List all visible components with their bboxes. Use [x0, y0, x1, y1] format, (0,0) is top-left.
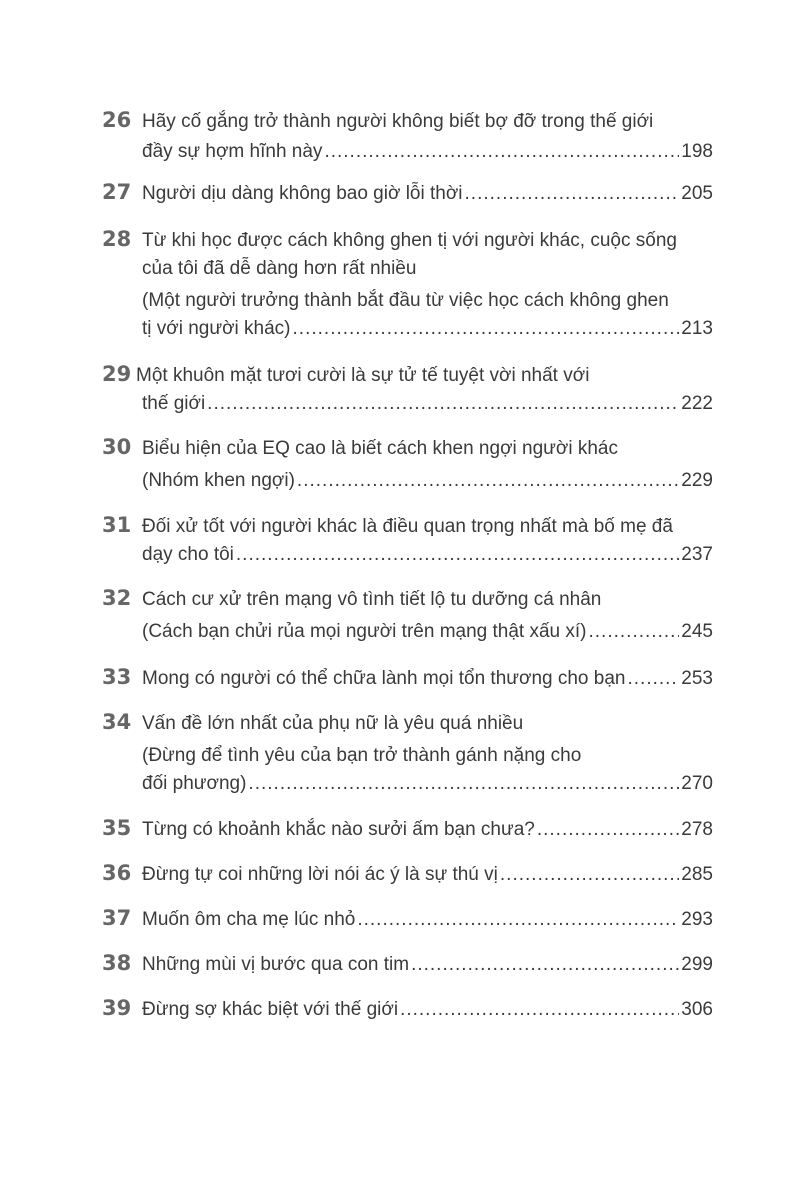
dot-leader: [207, 392, 679, 416]
dot-leader: [248, 772, 679, 796]
page-number: 293: [681, 909, 713, 930]
chapter-number: 31: [102, 513, 132, 537]
dot-leader: [293, 317, 680, 341]
chapter-title-line: của tôi đã dễ dàng hơn rất nhiều: [142, 258, 417, 279]
chapter-subtitle-line: tị với người khác) ..... 213: [142, 317, 713, 341]
chapter-subtitle-line: (Cách bạn chửi rủa mọi người trên mạng thật xấu xí) ..... 245: [142, 620, 713, 644]
chapter-subtitle-line: (Đừng để tình yêu của bạn trở thành gánh nặng cho: [142, 745, 582, 766]
chapter-title-line: Đối xử tốt với người khác là điều quan trọng nhất mà bố mẹ đã: [142, 516, 673, 537]
page-number: 306: [681, 999, 713, 1020]
chapter-number: 36: [102, 861, 132, 885]
dot-leader: [589, 620, 680, 644]
chapter-number: 32: [102, 586, 132, 610]
page-number: 245: [681, 621, 713, 642]
chapter-number: 37: [102, 906, 132, 930]
chapter-number: 28: [102, 227, 132, 251]
chapter-number: 27: [102, 180, 132, 204]
dot-leader: [627, 667, 679, 691]
chapter-number: 39: [102, 996, 132, 1020]
page-number: 198: [681, 141, 713, 162]
dot-leader: [411, 953, 679, 977]
dot-leader: [357, 908, 679, 932]
dot-leader: [324, 140, 679, 164]
dot-leader: [297, 469, 679, 493]
chapter-title-line: Những mùi vị bước qua con tim ..... 299: [142, 953, 713, 977]
page-number: 213: [681, 318, 713, 339]
chapter-title-line: Cách cư xử trên mạng vô tình tiết lộ tu dưỡng cá nhân: [142, 589, 602, 610]
chapter-subtitle-line: (Một người trưởng thành bắt đầu từ việc học cách không ghen: [142, 290, 669, 311]
page-number: 237: [681, 544, 713, 565]
page-number: 222: [681, 393, 713, 414]
page-number: 205: [681, 183, 713, 204]
page-number: 285: [681, 864, 713, 885]
chapter-title-line: đầy sự hợm hĩnh này ..... 198: [142, 140, 713, 164]
chapter-number: 26: [102, 108, 132, 132]
page-number: 278: [681, 819, 713, 840]
chapter-title-line: Biểu hiện của EQ cao là biết cách khen ngợi người khác: [142, 438, 618, 459]
chapter-number: 34: [102, 710, 132, 734]
page-number: 229: [681, 470, 713, 491]
chapter-subtitle-line: đối phương) ..... 270: [142, 772, 713, 796]
dot-leader: [537, 818, 679, 842]
chapter-title-line: Vấn đề lớn nhất của phụ nữ là yêu quá nhiều: [142, 713, 524, 734]
page-number: 299: [681, 954, 713, 975]
chapter-number: 38: [102, 951, 132, 975]
chapter-number: 33: [102, 665, 132, 689]
chapter-title-line: Từ khi học được cách không ghen tị với người khác, cuộc sống: [142, 230, 677, 251]
chapter-title-line: Mong có người có thể chữa lành mọi tổn thương cho bạn ..... 253: [142, 667, 713, 691]
chapter-title-line: dạy cho tôi ..... 237: [142, 543, 713, 567]
page-number: 253: [681, 668, 713, 689]
chapter-title-line: Hãy cố gắng trở thành người không biết bợ đỡ trong thế giới: [142, 111, 654, 132]
chapter-number: 29: [102, 362, 132, 386]
dot-leader: [236, 543, 679, 567]
dot-leader: [500, 863, 679, 887]
chapter-title-line: Một khuôn mặt tươi cười là sự tử tế tuyệt vời nhất với: [136, 365, 590, 386]
chapter-title-line: Người dịu dàng không bao giờ lỗi thời ..... 205: [142, 182, 713, 206]
dot-leader: [465, 182, 680, 206]
chapter-title-line: Từng có khoảnh khắc nào sưởi ấm bạn chưa? ..... 278: [142, 818, 713, 842]
chapter-title-line: Đừng sợ khác biệt với thế giới ..... 306: [142, 998, 713, 1022]
dot-leader: [400, 998, 679, 1022]
chapter-subtitle-line: (Nhóm khen ngợi) ..... 229: [142, 469, 713, 493]
chapter-title-line: Đừng tự coi những lời nói ác ý là sự thú vị ..... 285: [142, 863, 713, 887]
chapter-title-line: Muốn ôm cha mẹ lúc nhỏ ..... 293: [142, 908, 713, 932]
chapter-number: 30: [102, 435, 132, 459]
chapter-number: 35: [102, 816, 132, 840]
chapter-title-line: thế giới ..... 222: [142, 392, 713, 416]
page-number: 270: [681, 773, 713, 794]
